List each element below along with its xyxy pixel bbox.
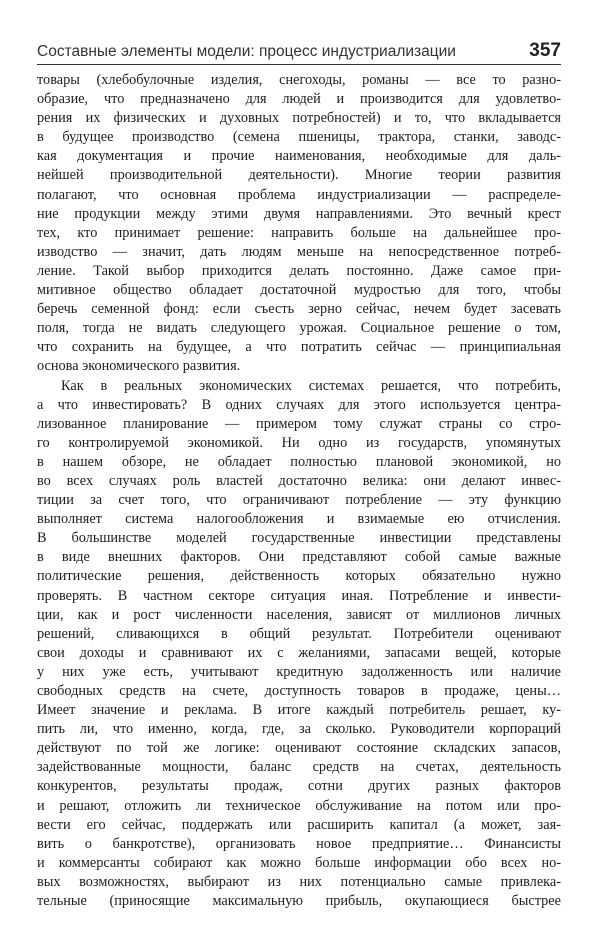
text-line: нейшей производительной деятельности). Многие теории развития	[37, 167, 561, 184]
body-text	[37, 71, 561, 911]
text-line: полагают, что основная проблема индустриализации — распределе-	[37, 186, 561, 203]
text-line: вых возможностях, выбирают из них потенциально самые привлека-	[37, 873, 561, 890]
text-line: В большинстве моделей государственные инвестиции представлены	[37, 530, 561, 547]
text-line: действуют по той же логике: оценивают состояние складских запасов,	[37, 740, 561, 757]
paragraph	[37, 71, 561, 377]
chapter-title: Составные элементы модели: процесс индустриализации	[37, 43, 456, 60]
text-line: тельные (приносящие максимальную прибыль, окупающиеся быстрее	[37, 893, 561, 910]
text-line: Как в реальных экономических системах решается, что потребить,	[61, 377, 561, 394]
running-header	[37, 40, 561, 65]
text-line: а что инвестировать? В одних случаях для этого используется центра-	[37, 396, 561, 413]
text-line: что сохранить на будущее, а что потратить сейчас — принципиальная	[37, 339, 561, 356]
text-line: и решают, отложить ли техническое обслуживание на потом или про-	[37, 797, 561, 814]
text-line: вести его сейчас, поддержать или расширить капитал (а может, зая-	[37, 816, 561, 833]
page-number: 357	[529, 40, 561, 61]
text-line: вить о банкротстве), организовать новое предприятие… Финансисты	[37, 835, 561, 852]
text-line: изводство — значит, дать людям меньше на непосредственное потреб-	[37, 243, 561, 260]
text-line: рения их физических и духовных потребностей) и то, что вкладывается	[37, 110, 561, 127]
text-line: кая документация и прочие наименования, необходимые для даль-	[37, 148, 561, 165]
text-line: проверять. В частном секторе ситуация иная. Потребление и инвести-	[37, 587, 561, 604]
text-line: товары (хлебобулочные изделия, снегоходы, романы — все то разно-	[37, 72, 561, 88]
text-line: ление. Такой выбор приходится делать постоянно. Даже самое при-	[37, 262, 561, 279]
text-line: и коммерсанты собирают как можно больше информации обо всех но-	[37, 854, 561, 871]
text-line: тиции за счет того, что ограничивают потребление — эту функцию	[37, 492, 561, 509]
text-line: свои доходы и сравнивают их с желаниями, запасами вещей, которые	[37, 644, 561, 661]
text-line: лизованное планирование — примером тому служат страны со стро-	[37, 415, 561, 432]
text-line: основа экономического развития.	[37, 358, 241, 375]
text-line: у них уже есть, учитывают кредитную задолженность или наличие	[37, 663, 561, 680]
text-line: во всех случаях роль властей достаточно велика: они делают инвес-	[37, 472, 561, 489]
text-line: го контролируемой экономикой. Ни одно из государств, упомянутых	[37, 434, 561, 451]
text-line: в виде внешних факторов. Они представляют собой самые важные	[37, 549, 561, 566]
text-line: Имеет значение и реклама. В итоге каждый потребитель решает, ку-	[37, 702, 561, 719]
book-page	[37, 40, 561, 911]
text-line: поля, тогда не видать следующего урожая. Социальное решение о том,	[37, 320, 561, 337]
text-line: митивное общество обладает достаточной мудростью для того, чтобы	[37, 282, 561, 299]
text-line: свободных средств на счете, доступность товаров в продаже, цены…	[37, 683, 561, 699]
text-line: ние продукции между этими двумя направлениями. Это вечный крест	[37, 205, 561, 222]
text-line: в будущее производство (семена пшеницы, трактора, станки, заводс-	[37, 129, 561, 146]
text-line: беречь семенной фонд: если съесть зерно сейчас, нечем будет засевать	[37, 301, 561, 318]
text-line: выполняет система налогообложения и взимаемые ею отчисления.	[37, 511, 561, 528]
text-line: конкурентов, результаты продаж, сотни других разных факторов	[37, 778, 561, 795]
text-line: тех, кто принимает решение: направить больше на дальнейшее про-	[37, 224, 561, 241]
text-line: решений, сливающихся в общий результат. Потребители оценивают	[37, 625, 561, 642]
paragraph	[37, 377, 561, 912]
text-line: в нашем обзоре, не обладает полностью плановой экономикой, но	[37, 453, 561, 470]
text-line: пить ли, что именно, когда, где, за сколько. Руководители корпораций	[37, 721, 561, 738]
text-line: образие, что предназначено для людей и производится для удовлетво-	[37, 91, 561, 108]
text-line: задействованные мощности, баланс средств на счетах, деятельность	[37, 759, 561, 776]
text-line: ции, как и рост численности населения, зависят от миллионов личных	[37, 606, 561, 623]
text-line: политические решения, действенность которых обязательно нужно	[37, 568, 561, 585]
